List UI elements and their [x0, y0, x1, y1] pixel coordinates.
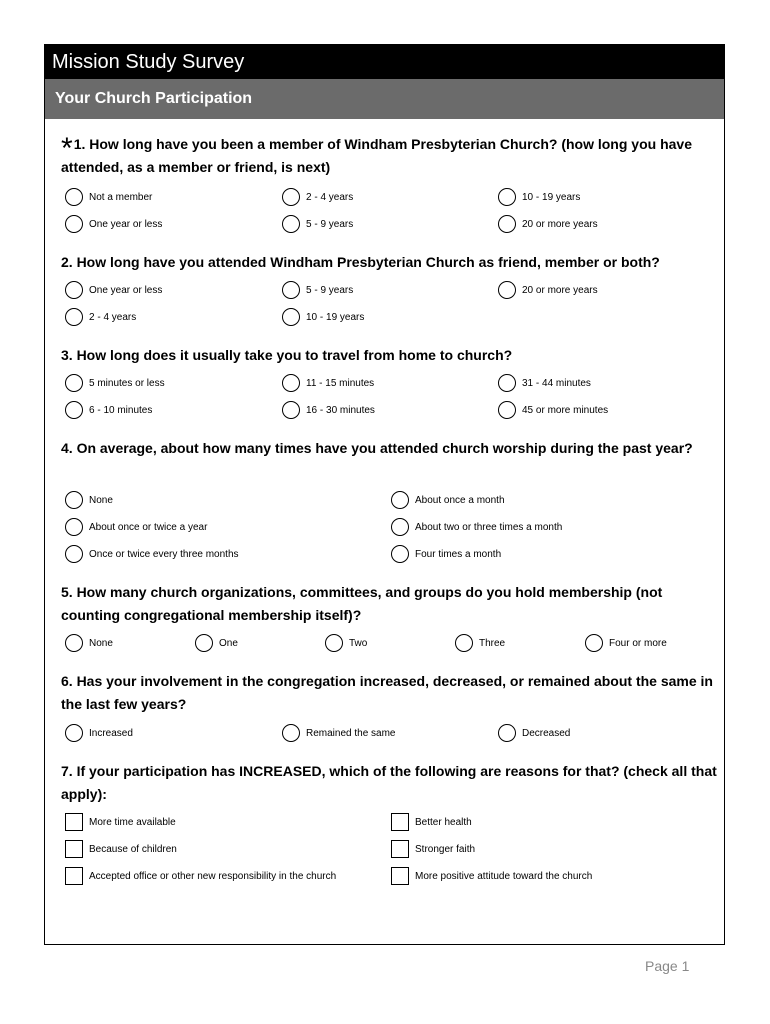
required-mark: *: [61, 132, 73, 165]
q1-option[interactable]: [498, 188, 580, 206]
option-label: Accepted office or other new responsibility in the church: [89, 870, 337, 882]
radio-button[interactable]: [65, 491, 83, 509]
option-label: Decreased: [522, 727, 571, 739]
checkbox[interactable]: [391, 867, 409, 885]
option-label: 5 - 9 years: [306, 218, 354, 230]
radio-button[interactable]: [498, 374, 516, 392]
radio-button[interactable]: [585, 634, 603, 652]
option-label: One year or less: [89, 284, 163, 296]
radio-button[interactable]: [282, 374, 300, 392]
option-label: 2 - 4 years: [306, 191, 354, 203]
q5-option[interactable]: [325, 634, 367, 652]
radio-button[interactable]: [65, 308, 83, 326]
radio-button[interactable]: [498, 188, 516, 206]
radio-button[interactable]: [65, 634, 83, 652]
question-3: 3. How long does it usually take you to travel from home to church?: [61, 347, 513, 363]
option-label: Not a member: [89, 191, 153, 203]
checkbox[interactable]: [65, 840, 83, 858]
question-7: 7. If your participation has INCREASED, which of the following are reasons for that? (check all that apply):: [61, 763, 717, 802]
checkbox[interactable]: [65, 867, 83, 885]
section-header: Your Church Participation: [45, 79, 724, 119]
q5-option[interactable]: [195, 634, 238, 652]
q3-option[interactable]: [498, 374, 591, 392]
radio-button[interactable]: [498, 281, 516, 299]
q2-option[interactable]: [282, 281, 353, 299]
q1-option[interactable]: [498, 215, 598, 233]
radio-button[interactable]: [65, 401, 83, 419]
option-label: Three: [479, 637, 506, 649]
radio-button[interactable]: [65, 518, 83, 536]
q7-option[interactable]: [65, 840, 177, 858]
q1-option[interactable]: [65, 215, 162, 233]
radio-button[interactable]: [391, 545, 409, 563]
q3-option[interactable]: [498, 401, 608, 419]
q7-option[interactable]: [391, 813, 472, 831]
q6-option[interactable]: [282, 724, 396, 742]
question-1-text: 1. How long have you been a member of Windham Presbyterian Church? (how long you have attended, as a member or friend, is next): [61, 136, 692, 175]
radio-button[interactable]: [195, 634, 213, 652]
q3-option[interactable]: [282, 401, 375, 419]
option-label: More time available: [89, 816, 176, 828]
option-label: Remained the same: [306, 727, 396, 739]
option-label: Once or twice every three months: [89, 548, 239, 560]
q2-option[interactable]: [498, 281, 598, 299]
radio-button[interactable]: [282, 215, 300, 233]
radio-button[interactable]: [282, 281, 300, 299]
radio-button[interactable]: [498, 401, 516, 419]
survey-frame: [44, 44, 725, 945]
q3-option[interactable]: [65, 374, 165, 392]
radio-button[interactable]: [498, 724, 516, 742]
checkbox[interactable]: [391, 840, 409, 858]
option-label: Because of children: [89, 843, 177, 855]
question-5: 5. How many church organizations, committees, and groups do you hold membership (not counting congregational membership itself)?: [61, 584, 663, 623]
q7-option[interactable]: [65, 813, 176, 831]
q3-option[interactable]: [65, 401, 152, 419]
q1-option[interactable]: [282, 215, 353, 233]
radio-button[interactable]: [282, 308, 300, 326]
radio-button[interactable]: [391, 491, 409, 509]
option-label: 2 - 4 years: [89, 311, 137, 323]
option-label: About once a month: [415, 494, 505, 506]
radio-button[interactable]: [455, 634, 473, 652]
option-label: 16 - 30 minutes: [306, 404, 375, 416]
radio-button[interactable]: [282, 188, 300, 206]
radio-button[interactable]: [282, 401, 300, 419]
radio-button[interactable]: [65, 374, 83, 392]
q3-option[interactable]: [282, 374, 374, 392]
q5-option[interactable]: [585, 634, 667, 652]
q4-option[interactable]: [391, 518, 562, 536]
option-label: 10 - 19 years: [522, 191, 581, 203]
option-label: Four or more: [609, 637, 667, 649]
option-label: 31 - 44 minutes: [522, 377, 591, 389]
q2-option[interactable]: [65, 281, 162, 299]
q5-option[interactable]: [455, 634, 505, 652]
option-label: 5 - 9 years: [306, 284, 354, 296]
option-label: One: [219, 637, 238, 649]
q4-option[interactable]: [391, 491, 505, 509]
radio-button[interactable]: [391, 518, 409, 536]
option-label: About two or three times a month: [415, 521, 563, 533]
option-label: None: [89, 494, 113, 506]
q1-option[interactable]: [282, 188, 353, 206]
question-2: 2. How long have you attended Windham Presbyterian Church as friend, member or both?: [61, 254, 660, 270]
option-label: One year or less: [89, 218, 163, 230]
radio-button[interactable]: [65, 545, 83, 563]
radio-button[interactable]: [282, 724, 300, 742]
q6-option[interactable]: [498, 724, 570, 742]
q2-option[interactable]: [65, 308, 136, 326]
question-1: [61, 133, 717, 179]
q7-option[interactable]: [65, 867, 336, 885]
radio-button[interactable]: [65, 724, 83, 742]
q4-option[interactable]: [65, 491, 113, 509]
option-label: Better health: [415, 816, 472, 828]
option-label: Four times a month: [415, 548, 502, 560]
checkbox[interactable]: [391, 813, 409, 831]
question-4: 4. On average, about how many times have you attended church worship during the past year?: [61, 440, 693, 456]
radio-button[interactable]: [498, 215, 516, 233]
option-label: 6 - 10 minutes: [89, 404, 153, 416]
page-number: Page 1: [645, 958, 690, 974]
option-label: 20 or more years: [522, 284, 598, 296]
option-label: Two: [349, 637, 368, 649]
q1-option[interactable]: [65, 188, 152, 206]
q2-option[interactable]: [282, 308, 364, 326]
radio-button[interactable]: [65, 281, 83, 299]
q7-option[interactable]: [391, 840, 475, 858]
radio-button[interactable]: [65, 188, 83, 206]
survey-title: Mission Study Survey: [45, 45, 724, 79]
option-label: 45 or more minutes: [522, 404, 609, 416]
option-label: 10 - 19 years: [306, 311, 365, 323]
option-label: About once or twice a year: [89, 521, 208, 533]
option-label: 20 or more years: [522, 218, 598, 230]
checkbox[interactable]: [65, 813, 83, 831]
radio-button[interactable]: [65, 215, 83, 233]
option-label: 5 minutes or less: [89, 377, 165, 389]
option-label: None: [89, 637, 113, 649]
radio-button[interactable]: [325, 634, 343, 652]
q4-option[interactable]: [65, 545, 239, 563]
q6-option[interactable]: [65, 724, 133, 742]
option-label: Increased: [89, 727, 133, 739]
q7-option[interactable]: [391, 867, 592, 885]
option-label: 11 - 15 minutes: [306, 377, 375, 389]
option-label: Stronger faith: [415, 843, 476, 855]
q4-option[interactable]: [391, 545, 501, 563]
q4-option[interactable]: [65, 518, 207, 536]
q5-option[interactable]: [65, 634, 113, 652]
question-6: 6. Has your involvement in the congregation increased, decreased, or remained about the same in the last few years?: [61, 673, 713, 712]
option-label: More positive attitude toward the church: [415, 870, 593, 882]
